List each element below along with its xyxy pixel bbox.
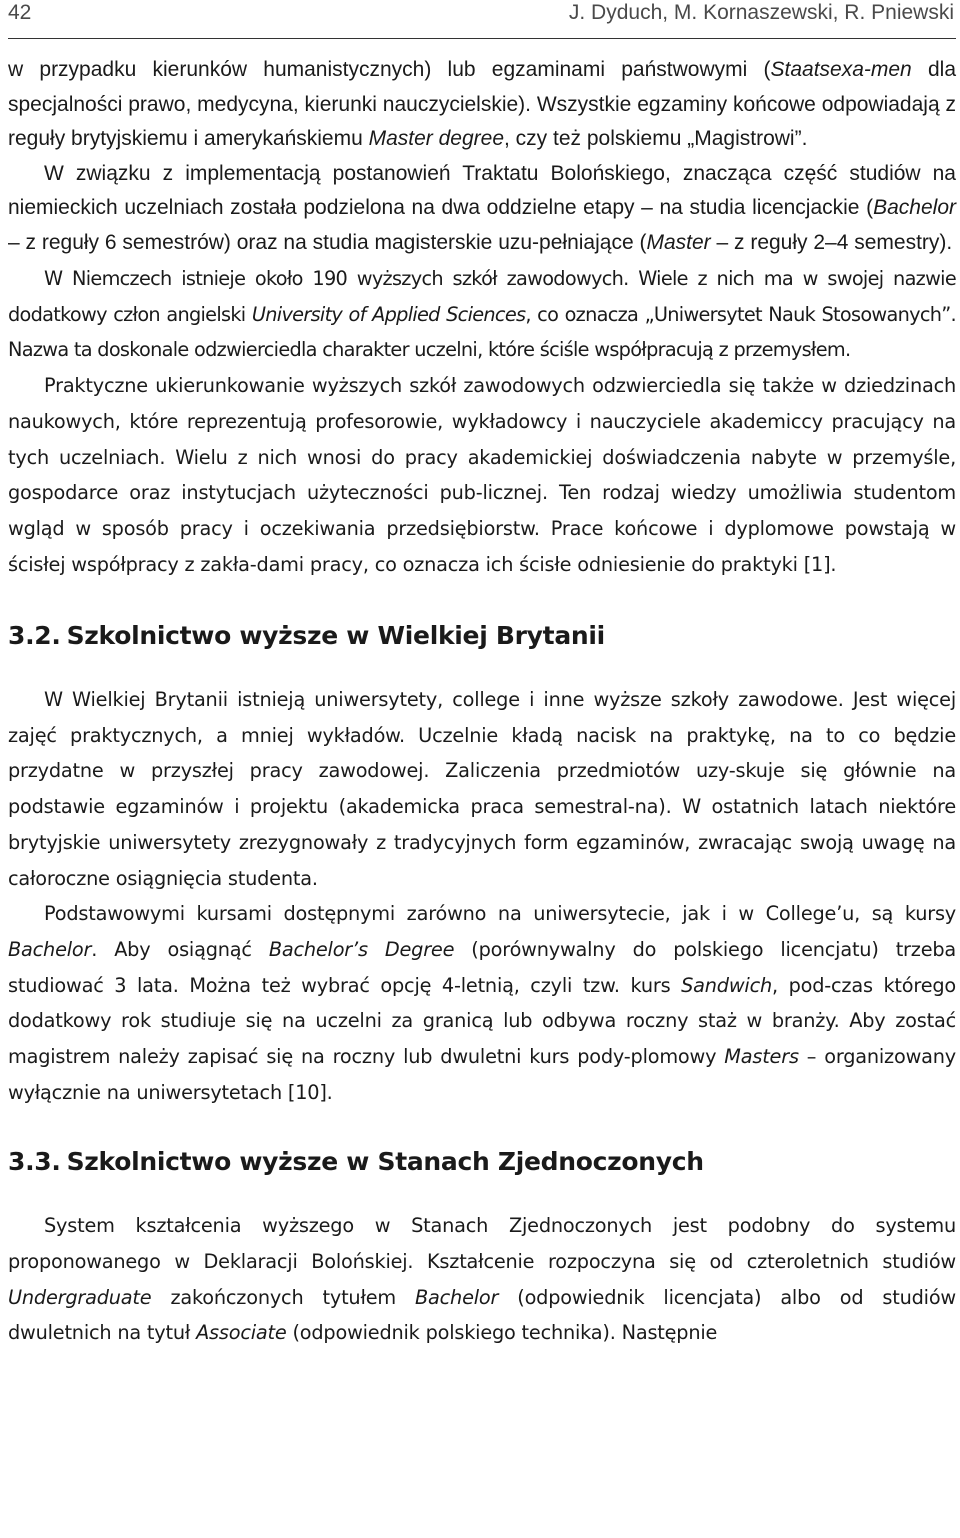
paragraph-uk-courses: Podstawowymi kursami dostępnymi zarówno na uniwersytecie, jak i w College’u, są kursy Bachelor. Aby osiągnąć Bachelor’s Degree (porównywalny do polskiego licencjatu) trzeba studiować 3 lata. Można też wybrać opcję 4-letnią, czyli tzw. kurs Sandwich, pod-czas którego dodatkowy rok studiuje się na uczelni za granicą lub odbywa roczny staż w branży. Aby zostać magistrem należy zapisać się na roczny lub dwuletni kurs pody-plomowy Masters – organizowany wyłącznie na uniwersytetach [10]. (8, 902, 957, 1104)
paragraph-german-exams: w przypadku kierunków humanistycznych) lub egzaminami państwowymi (Staatsexa-men dla specjalności prawo, medycyna, kierunki nauczycielskie). Wszystkie egzaminy końcowe odpowiadają z reguły brytyjskiemu i amerykańskiemu Master degree, czy też polskiemu „Magistrowi”. (8, 58, 956, 150)
running-header-authors: J. Dyduch, M. Kornaszewski, R. Pniewski (568, 1, 954, 24)
section-heading-uk (8, 618, 956, 654)
paragraph-vocational-schools: W Niemczech istnieje około 190 wyższych szkół zawodowych. Wiele z nich ma w swojej nazwie dodatkowy człon angielski University of Applied Sciences, co oznacza „Uniwersytet Nauk Stosowanych”. Nazwa ta doskonale odzwierciedla charakter uczelni, które ściśle współpracują z przemysłem. (8, 267, 956, 362)
section-heading-usa (8, 1144, 956, 1180)
lead-text-block (8, 53, 956, 260)
section-number: 3.3. (8, 1147, 61, 1177)
page-number: 42 (8, 1, 32, 24)
running-header (8, 0, 956, 39)
section-title: Szkolnictwo wyższe w Stanach Zjednoczonych (66, 1147, 704, 1177)
paragraph-practical-orientation: Praktyczne ukierunkowanie wyższych szkół zawodowych odzwierciedla się także w dziedzinach naukowych, które reprezentują profesorowie, wykładowcy i nauczyciele akademiccy pracujący na tych uczelniach. Wielu z nich wnosi do pracy akademickiej doświadczenia nabyte w przemyśle, gospodarce oraz instytucjach użyteczności pub-licznej. Ten rodzaj wiedzy umożliwia studentom wgląd w sposób pracy i oczekiwania przedsiębiorstw. Prace końcowe i dyplomowe powstają w ścisłej współpracy z zakła-dami pracy, co oznacza ich ścisłe odniesienie do praktyki [1]. (8, 374, 956, 576)
body-text-block (8, 261, 956, 1351)
paragraph-bologna: W związku z implementacją postanowień Traktatu Bolońskiego, znacząca część studiów na niemieckich uczelniach została podzielona na dwa oddzielne etapy – na studia licencjackie (Bachelor – z reguły 6 semestrów) oraz na studia magisterskie uzu-pełniające (Master – z reguły 2–4 semestry). (8, 161, 956, 254)
document-page (8, 0, 956, 1351)
section-number: 3.2. (8, 621, 61, 651)
paragraph-usa-system: System kształcenia wyższego w Stanach Zjednoczonych jest podobny do systemu proponowanego w Deklaracji Bolońskiej. Kształcenie rozpoczyna się od czteroletnich studiów Undergraduate zakończonych tytułem Bachelor (odpowiednik licencjata) albo od studiów dwuletnich na tytuł Associate (odpowiednik polskiego technika). Następnie (8, 1214, 956, 1345)
paragraph-uk-overview: W Wielkiej Brytanii istnieją uniwersytety, college i inne wyższe szkoły zawodowe. Jest więcej zajęć praktycznych, a mniej wykładów. Uczelnie kładą nacisk na praktykę, na to co będzie przydatne w przyszłej pracy zawodowej. Zaliczenia przedmiotów uzy-skuje się głównie na podstawie egzaminów i projektu (akademicka praca semestral-na). W ostatnich latach niektóre brytyjskie uniwersytety zrezygnowały z tradycyjnych form egzaminów, zwracając swoją uwagę na całoroczne osiągnięcia studenta. (8, 688, 956, 890)
section-title: Szkolnictwo wyższe w Wielkiej Brytanii (66, 621, 605, 651)
